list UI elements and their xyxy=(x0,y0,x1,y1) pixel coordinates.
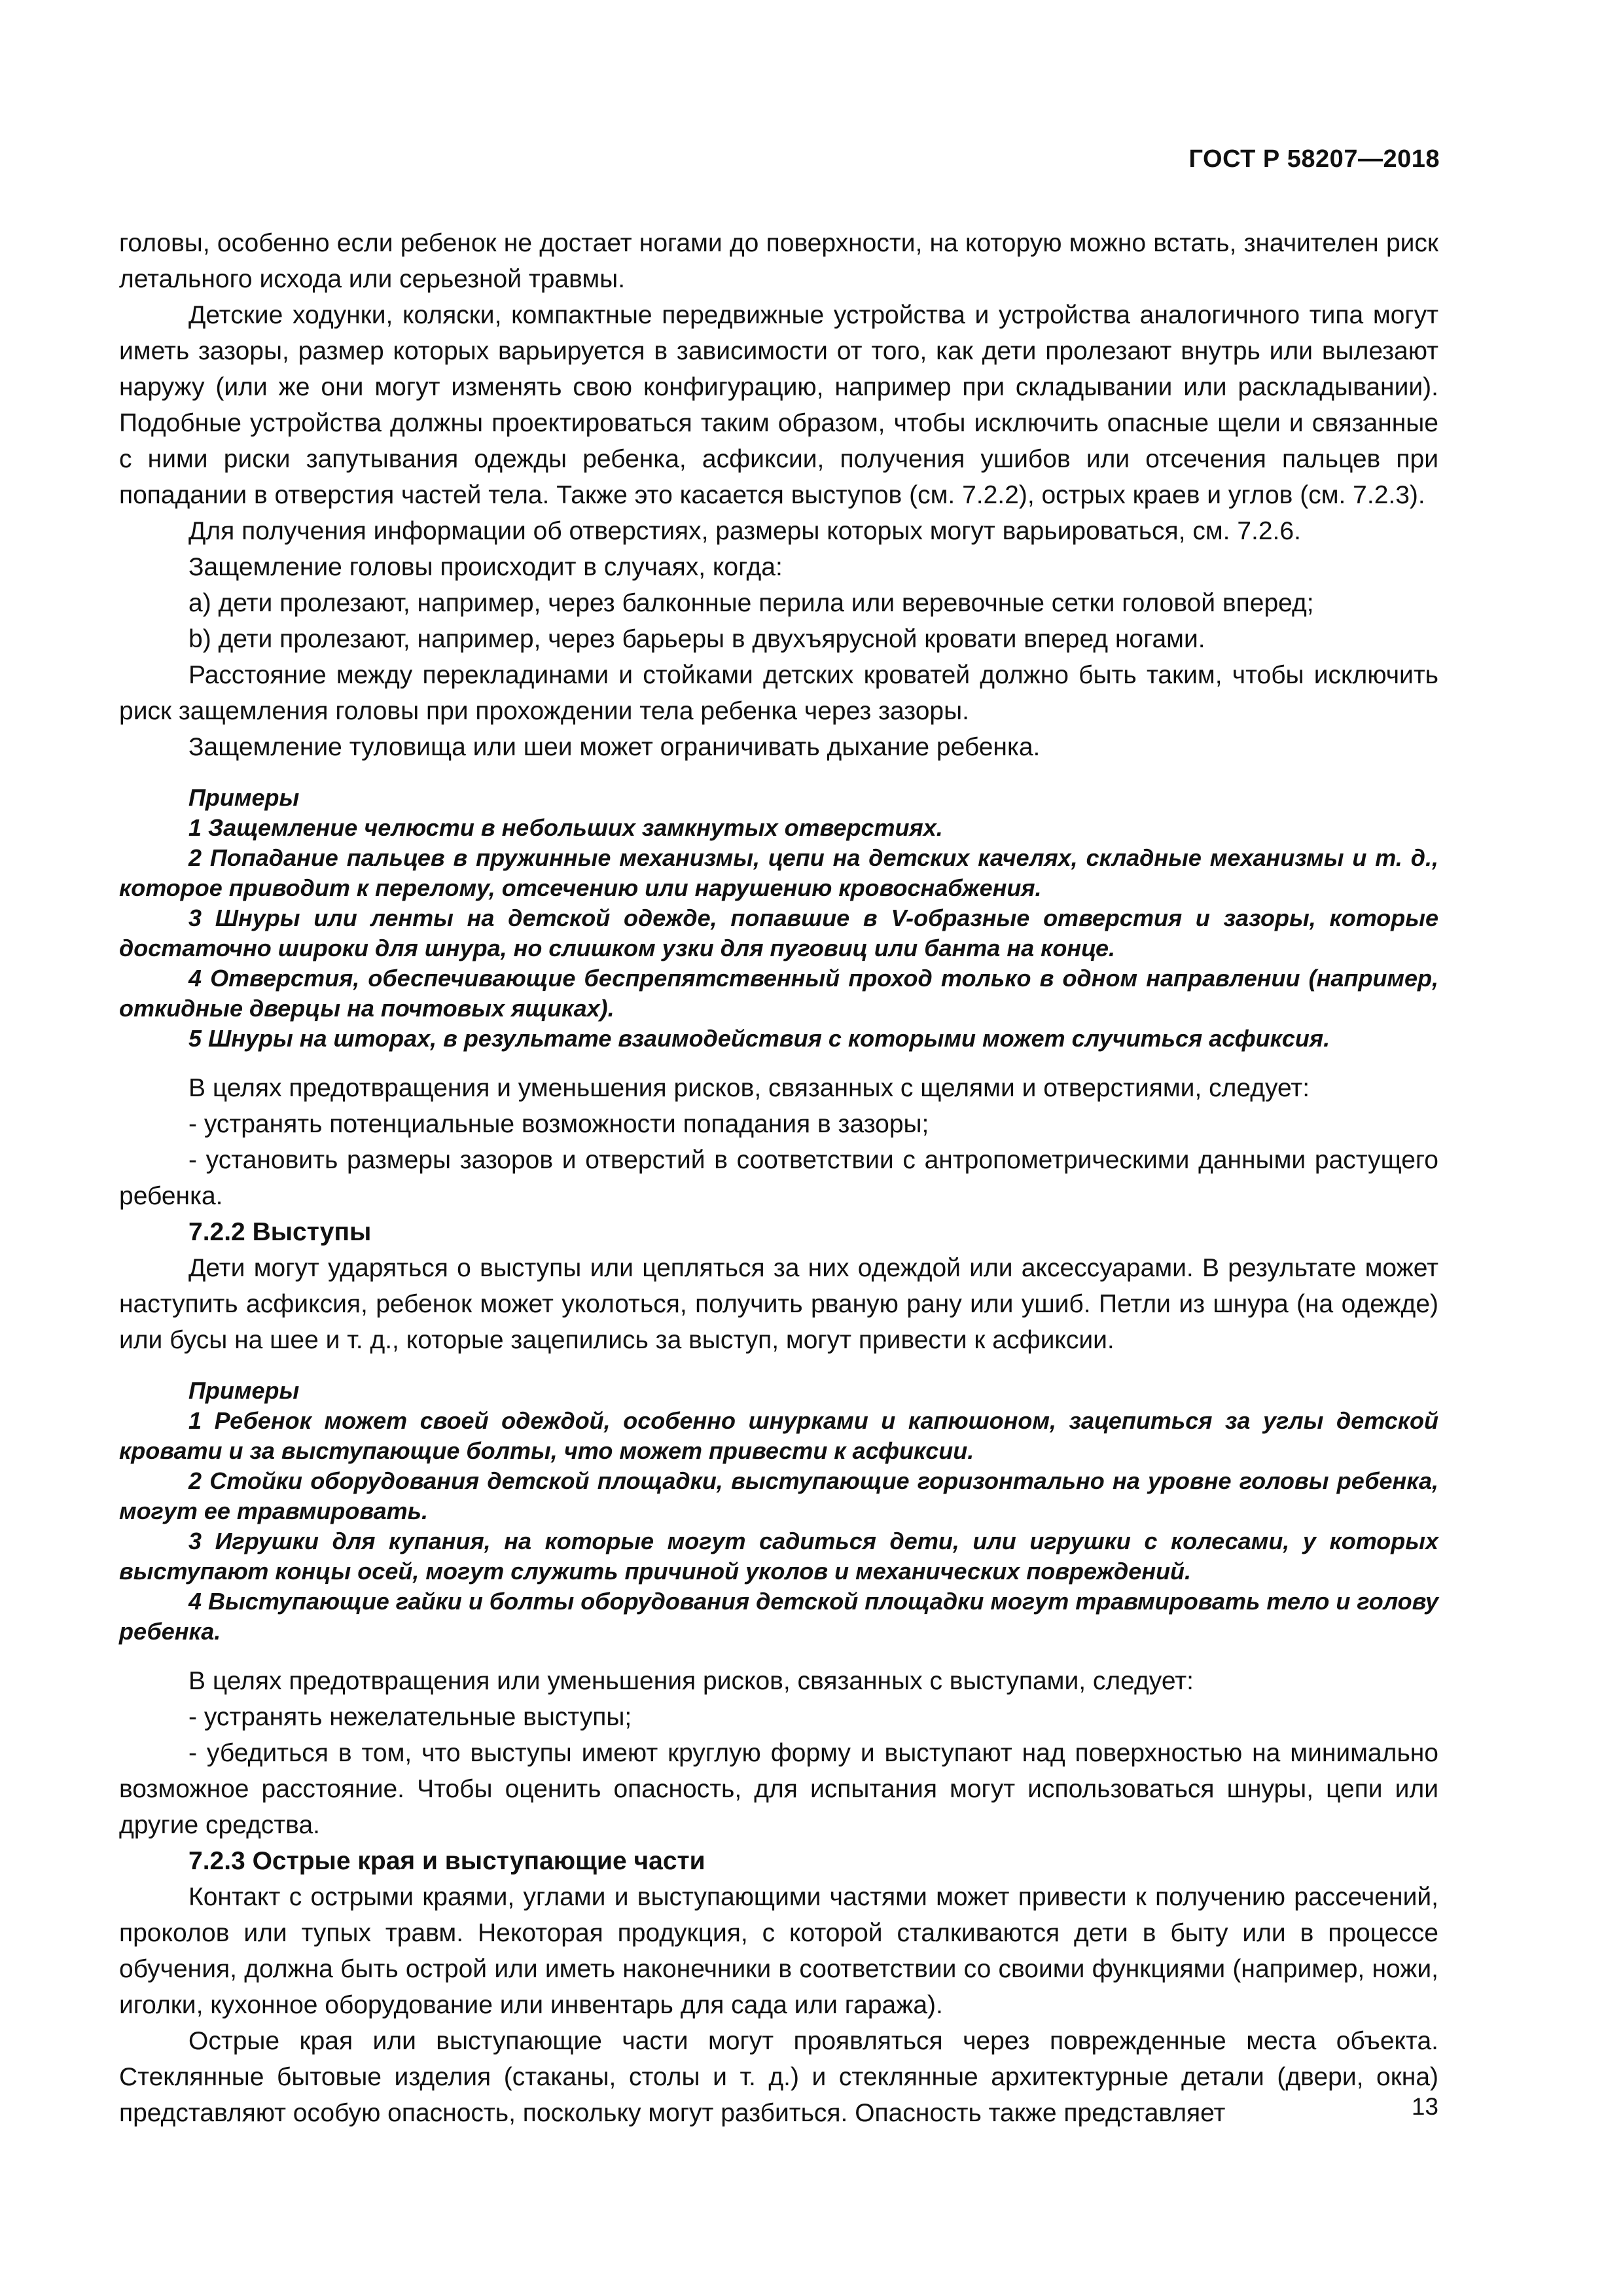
paragraph: b) дети пролезают, например, через барьеры в двухъярусной кровати вперед ногами. xyxy=(188,625,1205,653)
paragraph: - устранять нежелательные выступы; xyxy=(188,1703,632,1731)
example-item: 3 Игрушки для купания, на которые могут садиться дети, или игрушки с колесами, у которых выступают концы осей, могут служить причиной уколов и механических повреждений. xyxy=(119,1528,1438,1585)
page-number: 13 xyxy=(1411,2093,1438,2120)
paragraph: Дети могут ударяться о выступы или цепляться за них одеждой или аксессуарами. В результате может наступить асфиксия, ребенок может уколоться, получить рваную рану или ушиб. Петли из шнура (на одежде) или бусы на шее и т. д., которые зацепились за выступ, могут привести к асфиксии. xyxy=(119,1254,1438,1354)
example-item: 1 Защемление челюсти в небольших замкнутых отверстиях. xyxy=(188,814,943,841)
paragraph-group-protrusion-measures xyxy=(119,1663,1438,1843)
paragraph: - установить размеры зазоров и отверстий в соответствии с антропометрическими данными растущего ребенка. xyxy=(119,1146,1438,1210)
paragraph-group-sharp-edges xyxy=(119,1879,1438,2131)
paragraph: - убедиться в том, что выступы имеют круглую форму и выступают над поверхностью на минимально возможное расстояние. Чтобы оценить опасность, для испытания могут использоваться шнуры, цепи или другие средства. xyxy=(119,1739,1438,1839)
paragraph: Защемление головы происходит в случаях, когда: xyxy=(188,553,783,581)
paragraph: Защемление туловища или шеи может ограничивать дыхание ребенка. xyxy=(188,733,1041,761)
paragraph: Для получения информации об отверстиях, размеры которых могут варьироваться, см. 7.2.6. xyxy=(188,517,1301,545)
paragraph-group-intro xyxy=(119,225,1438,765)
example-item: 4 Отверстия, обеспечивающие беспрепятственный проход только в одном направлении (например, откидные дверцы на почтовых ящиках). xyxy=(119,965,1438,1022)
paragraph-group-protrusions xyxy=(119,1250,1438,1358)
section-heading-7-2-2: 7.2.2 Выступы xyxy=(188,1218,372,1246)
paragraph: Острые края или выступающие части могут проявляться через поврежденные места объекта. Стеклянные бытовые изделия (стаканы, столы и т. д.) и стеклянные архитектурные детали (двери, окна) представляют особую опасность, поскольку могут разбиться. Опасность также представляет xyxy=(119,2027,1438,2127)
examples-title: Примеры xyxy=(188,1377,300,1404)
paragraph: а) дети пролезают, например, через балконные перила или веревочные сетки головой вперед; xyxy=(188,589,1314,617)
section-heading-7-2-3: 7.2.3 Острые края и выступающие части xyxy=(188,1847,705,1875)
paragraph: Детские ходунки, коляски, компактные передвижные устройства и устройства аналогичного типа могут иметь зазоры, размер которых варьируется в зависимости от того, как дети пролезают внутрь или вылезают наружу (или же они могут изменять свою конфигурацию, например при складывании или раскладывании). Подобные устройства должны проектироваться таким образом, чтобы исключить опасные щели и связанные с ними риски запутывания одежды ребенка, асфиксии, получения ушибов или отсечения пальцев при попадании в отверстия частей тела. Также это касается выступов (см. 7.2.2), острых краев и углов (см. 7.2.3). xyxy=(119,301,1438,509)
example-item: 2 Попадание пальцев в пружинные механизмы, цепи на детских качелях, складные механизмы и т. д., которое приводит к перелому, отсечению или нарушению кровоснабжения. xyxy=(119,844,1438,901)
example-item: 2 Стойки оборудования детской площадки, выступающие горизонтально на уровне головы ребенка, могут ее травмировать. xyxy=(119,1467,1438,1524)
example-item: 5 Шнуры на шторах, в результате взаимодействия с которыми может случиться асфиксия. xyxy=(188,1025,1330,1052)
document-header: ГОСТ Р 58207—2018 xyxy=(1188,145,1440,173)
document-body xyxy=(119,225,1438,2131)
example-item: 3 Шнуры или ленты на детской одежде, попавшие в V-образные отверстия и зазоры, которые достаточно широки для шнура, но слишком узки для пуговиц или банта на конце. xyxy=(119,905,1438,961)
paragraph: В целях предотвращения или уменьшения рисков, связанных с выступами, следует: xyxy=(188,1667,1194,1695)
examples-title: Примеры xyxy=(188,784,300,811)
paragraph: Расстояние между перекладинами и стойками детских кроватей должно быть таким, чтобы исключить риск защемления головы при прохождении тела ребенка через зазоры. xyxy=(119,661,1438,725)
paragraph: головы, особенно если ребенок не достает ногами до поверхности, на которую можно встать, значителен риск летального исхода или серьезной травмы. xyxy=(119,229,1438,293)
paragraph-group-gap-measures xyxy=(119,1070,1438,1214)
examples-block-protrusions xyxy=(119,1376,1438,1647)
paragraph: - устранять потенциальные возможности попадания в зазоры; xyxy=(188,1110,929,1138)
examples-block-gaps xyxy=(119,783,1438,1054)
example-item: 4 Выступающие гайки и болты оборудования детской площадки могут травмировать тело и голову ребенка. xyxy=(119,1588,1438,1645)
example-item: 1 Ребенок может своей одеждой, особенно шнурками и капюшоном, зацепиться за углы детской кровати и за выступающие болты, что может привести к асфиксии. xyxy=(119,1407,1438,1464)
paragraph: В целях предотвращения и уменьшения рисков, связанных с щелями и отверстиями, следует: xyxy=(188,1074,1310,1102)
paragraph: Контакт с острыми краями, углами и выступающими частями может привести к получению рассечений, проколов или тупых травм. Некоторая продукция, с которой сталкиваются дети в быту или в процессе обучения, должна быть острой или иметь наконечники в соответствии со своими функциями (например, ножи, иголки, кухонное оборудование или инвентарь для сада или гаража). xyxy=(119,1883,1438,2019)
